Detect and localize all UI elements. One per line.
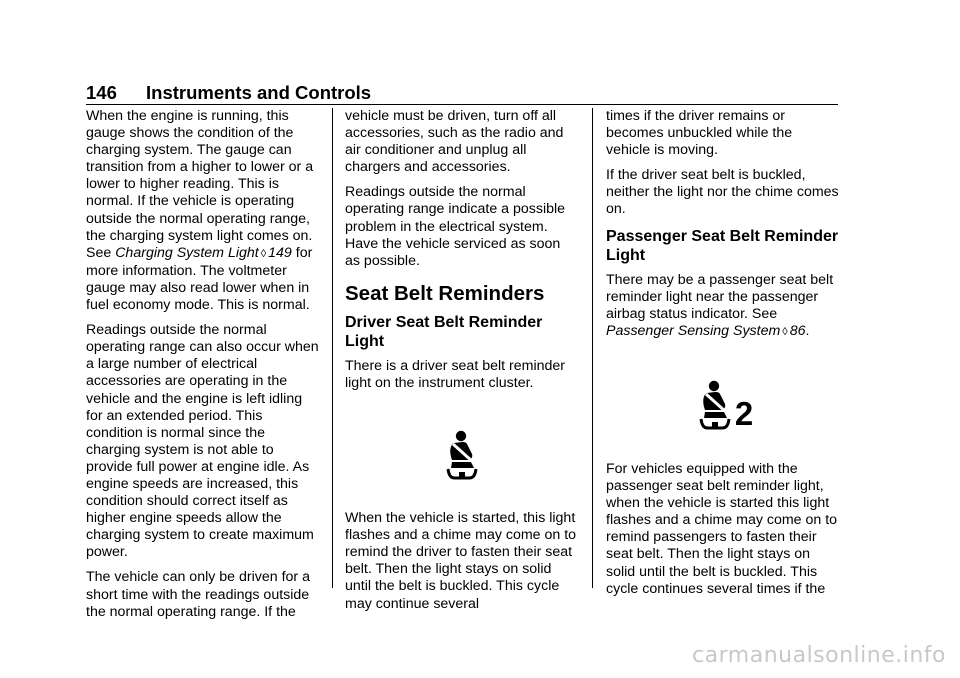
page-number: 146	[86, 82, 117, 103]
page-ref-arrow-icon: ◊	[260, 247, 267, 260]
header-rule	[86, 104, 838, 105]
paragraph: vehicle must be driven, turn off all accessories, such as the radio and air conditioner and unplug all chargers and accessories.	[345, 108, 564, 176]
column-3	[606, 108, 840, 606]
paragraph-text: There may be a passenger seat belt reminder light near the passenger airbag status indicator. See	[606, 271, 834, 322]
page-header	[86, 80, 838, 106]
paragraph: When the vehicle is started, this light flashes and a chime may come on to remind the driver to fasten their seat belt. Then the light stays on solid until the belt is buckled. This cycle may continue several	[345, 510, 577, 612]
paragraph: Readings outside the normal operating range can also occur when a large number of electrical accessories are operating in the vehicle and the engine is left idling for an extended period. This condition is normal since the charging system is not able to provide full power at engine idle. As engine speeds are increased, this condition should correct itself as higher engine speeds allow the charging system to create maximum power.	[86, 322, 319, 561]
column-divider-2	[592, 108, 593, 588]
watermark: carmanualsonline.info	[692, 643, 946, 668]
paragraph-text: When the engine is running, this gauge shows the condition of the charging system. The gauge can transition from a higher to lower or a lower to higher reading. This is normal. If the vehicle is operating outside the normal operating range, the charging system light comes on. See	[86, 108, 314, 261]
paragraph: times if the driver remains or becomes unbuckled while the vehicle is moving.	[606, 108, 793, 159]
paragraph-text: .	[805, 322, 810, 339]
page-ref-86[interactable]: 86	[789, 322, 806, 339]
paragraph: If the driver seat belt is buckled, neither the light nor the chime comes on.	[606, 167, 839, 218]
paragraph-text: for more information. The voltmeter gauge may also read lower when in fuel economy mode. This is normal.	[86, 244, 313, 314]
passenger-sensing-system-link[interactable]: Passenger Sensing System	[606, 322, 781, 339]
paragraph: The vehicle can only be driven for a short time with the readings outside the normal operating range. If the	[86, 569, 310, 620]
seat-belt-icon	[693, 380, 737, 430]
column-2	[345, 108, 579, 621]
subsection-heading: Driver Seat Belt Reminder Light	[345, 313, 543, 351]
passenger-number-label: 2	[734, 394, 754, 432]
column-divider-1	[332, 108, 333, 588]
paragraph	[606, 272, 840, 341]
seat-belt-reminder-icon	[345, 400, 579, 510]
subsection-heading: Passenger Seat Belt Reminder Light	[606, 227, 839, 265]
paragraph: There is a driver seat belt reminder light on the instrument cluster.	[345, 357, 565, 391]
paragraph: For vehicles equipped with the passenger seat belt reminder light, when the vehicle is started this light flashes and a chime may come on to remind passengers to fasten their seat belt. Then the light stays on solid until the belt is buckled. This cycle continues several times if the	[606, 460, 838, 597]
passenger-seat-belt-reminder-icon	[606, 349, 840, 461]
page-ref-149[interactable]: 149	[268, 244, 292, 261]
charging-system-light-link[interactable]: Charging System Light	[115, 244, 259, 261]
section-title: Instruments and Controls	[146, 82, 372, 103]
section-heading: Seat Belt Reminders	[345, 281, 545, 305]
page-ref-arrow-icon: ◊	[782, 325, 788, 338]
paragraph: Readings outside the normal operating range indicate a possible problem in the electrical system. Have the vehicle serviced as soon as possible.	[345, 184, 566, 269]
paragraph	[86, 108, 320, 314]
column-1	[86, 108, 320, 629]
seat-belt-icon	[440, 430, 484, 480]
